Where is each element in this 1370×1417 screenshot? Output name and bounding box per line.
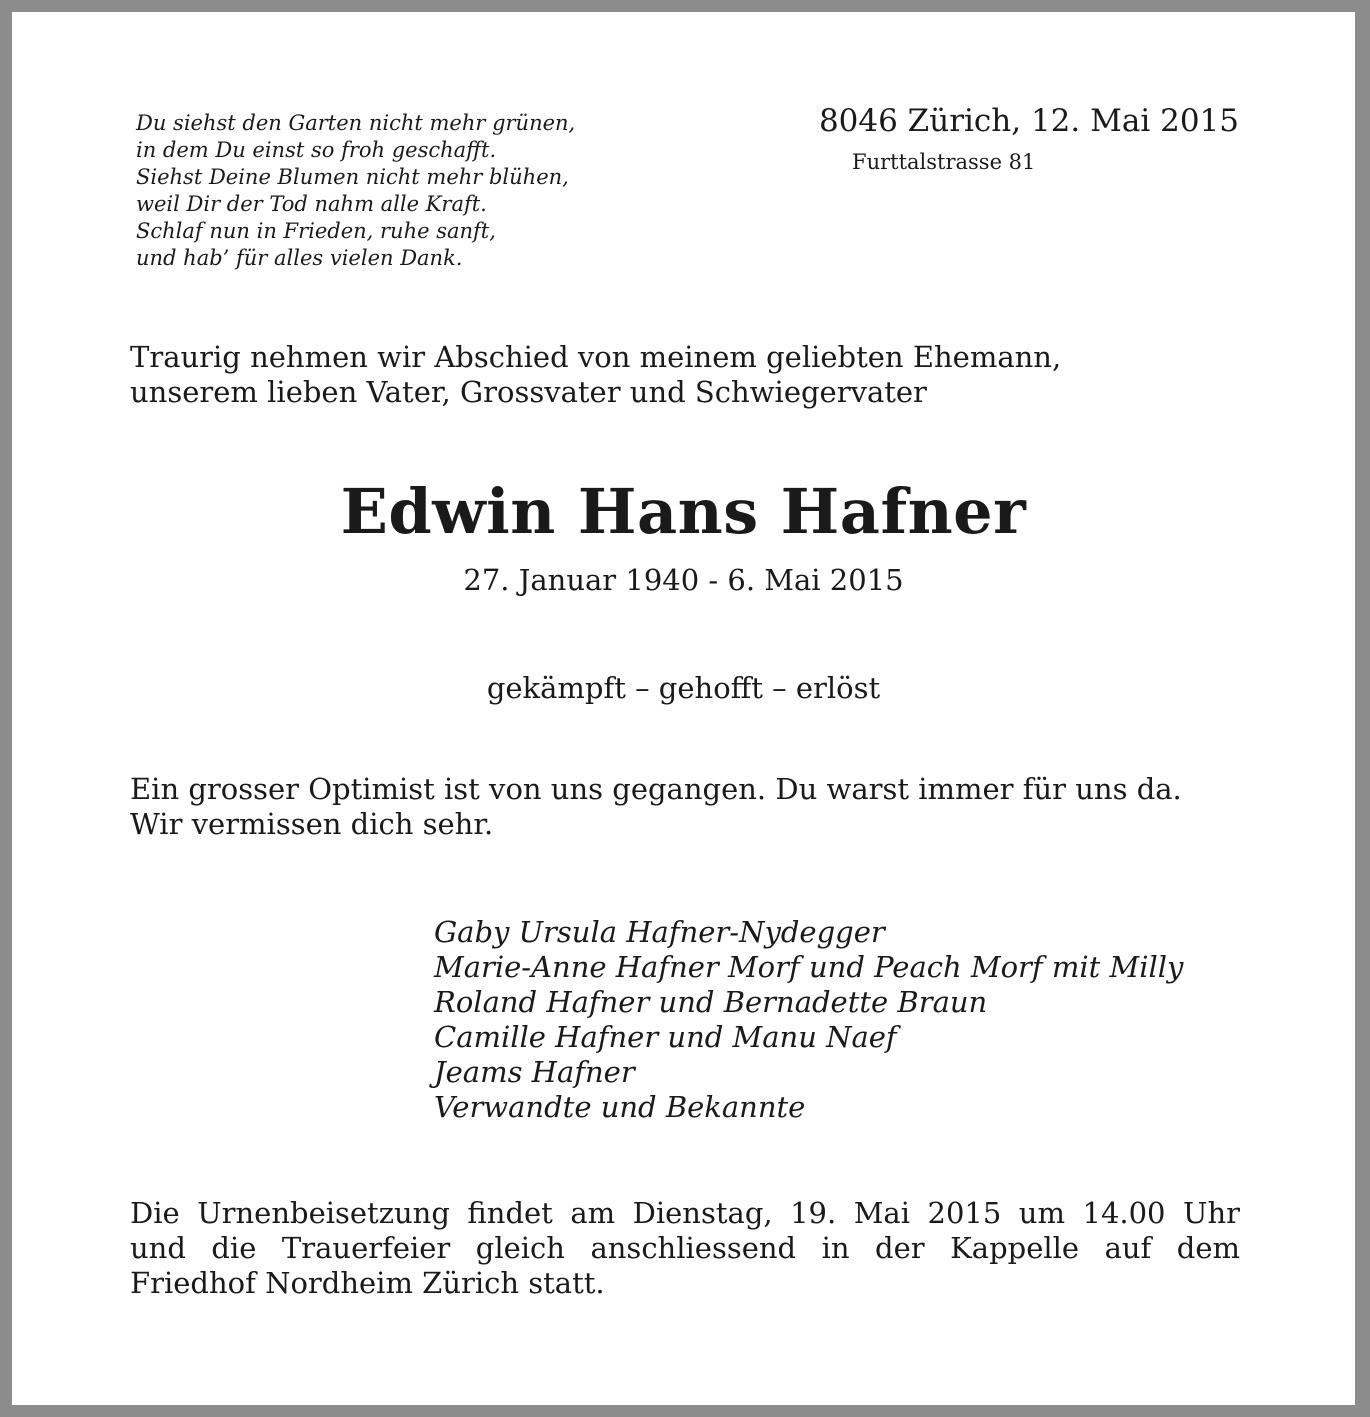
poem-line: Schlaf nun in Frieden, ruhe sanft, <box>136 219 496 243</box>
notice-line: Friedhof Nordheim Zürich statt. <box>130 1266 605 1300</box>
poem-line: Siehst Deine Blumen nicht mehr blühen, <box>136 165 569 189</box>
mourner-name: Camille Hafner und Manu Naef <box>434 1020 897 1054</box>
message-text <box>130 772 1182 842</box>
message-line: Ein grosser Optimist ist von uns gegangen. Du warst immer für uns da. <box>130 772 1182 806</box>
deceased-name: Edwin Hans Hafner <box>340 475 1027 548</box>
life-dates: 27. Januar 1940 - 6. Mai 2015 <box>463 563 904 597</box>
mourners-list <box>434 915 1183 1125</box>
mourner-name: Verwandte und Bekannte <box>434 1090 806 1124</box>
funeral-notice <box>130 1196 1240 1301</box>
intro-line: Traurig nehmen wir Abschied von meinem geliebten Ehemann, <box>130 340 1062 374</box>
message-line: Wir vermissen dich sehr. <box>130 807 494 841</box>
intro-text <box>130 340 1061 410</box>
motto: gekämpft – gehofft – erlöst <box>486 671 881 705</box>
mourner-name: Jeams Hafner <box>434 1055 635 1089</box>
address: Furttalstrasse 81 <box>852 150 1036 174</box>
obituary-page <box>12 12 1355 1405</box>
mourner-name: Roland Hafner und Bernadette Braun <box>434 985 988 1019</box>
notice-line: und die Trauerfeier gleich anschliessend in der Kappelle auf dem <box>130 1231 1240 1265</box>
poem-line: weil Dir der Tod nahm alle Kraft. <box>136 192 487 216</box>
poem <box>136 110 575 272</box>
poem-line: Du siehst den Garten nicht mehr grünen, <box>136 111 576 135</box>
poem-line: und hab’ für alles vielen Dank. <box>136 246 463 270</box>
notice-line: Die Urnenbeisetzung findet am Dienstag, 19. Mai 2015 um 14.00 Uhr <box>130 1196 1240 1230</box>
place-date: 8046 Zürich, 12. Mai 2015 <box>818 103 1239 139</box>
intro-line: unserem lieben Vater, Grossvater und Schwiegervater <box>130 375 927 409</box>
mourner-name: Marie-Anne Hafner Morf und Peach Morf mit Milly <box>434 950 1184 984</box>
poem-line: in dem Du einst so froh geschafft. <box>136 138 497 162</box>
mourner-name: Gaby Ursula Hafner-Nydegger <box>434 915 885 949</box>
